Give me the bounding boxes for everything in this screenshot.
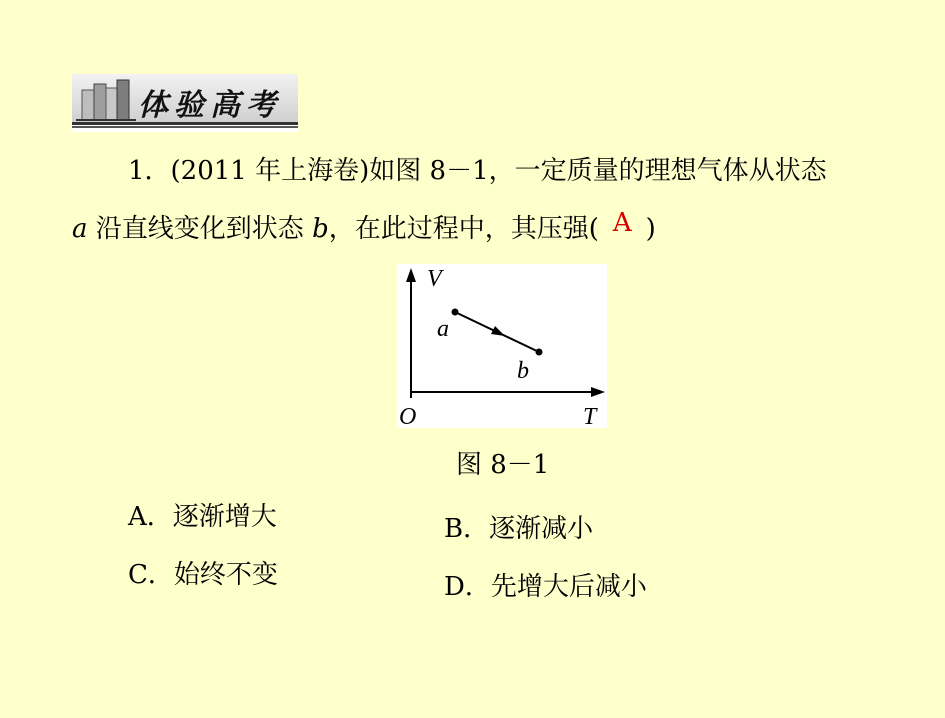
y-axis-arrow	[406, 268, 416, 282]
direction-arrow	[491, 326, 505, 336]
section-banner	[72, 74, 298, 132]
vt-diagram-svg	[397, 264, 607, 428]
books-icon	[76, 76, 136, 126]
option-b: B．逐渐减小	[444, 514, 594, 544]
vt-diagram	[397, 264, 607, 428]
point-a-label: a	[437, 316, 449, 342]
option-c: C．始终不变	[128, 560, 278, 590]
x-axis-arrow	[591, 387, 605, 397]
axis-label-t: T	[583, 404, 597, 428]
question-line-2-end: ，在此过程中，其压强(	[328, 214, 599, 244]
figure-caption: 图 8－1	[456, 450, 550, 480]
question-line-2-close: )	[645, 214, 656, 244]
banner-underline	[72, 126, 298, 128]
option-a: A．逐渐增大	[128, 502, 277, 532]
var-b: b	[312, 214, 329, 244]
banner-title: 体验高考	[138, 88, 282, 123]
var-a: a	[72, 214, 88, 244]
option-d: D．先增大后减小	[444, 572, 647, 602]
question-line-2	[72, 208, 656, 244]
answer-text: A	[612, 208, 632, 238]
point-b-dot	[536, 349, 543, 356]
point-b-label: b	[517, 358, 529, 384]
question-line-1: 1．(2011 年上海卷)如图 8－1，一定质量的理想气体从状态	[128, 156, 827, 186]
point-a-dot	[452, 309, 459, 316]
question-line-2-mid: 沿直线变化到状态	[95, 214, 304, 244]
axis-label-v: V	[427, 266, 442, 292]
origin-label: O	[399, 404, 417, 428]
